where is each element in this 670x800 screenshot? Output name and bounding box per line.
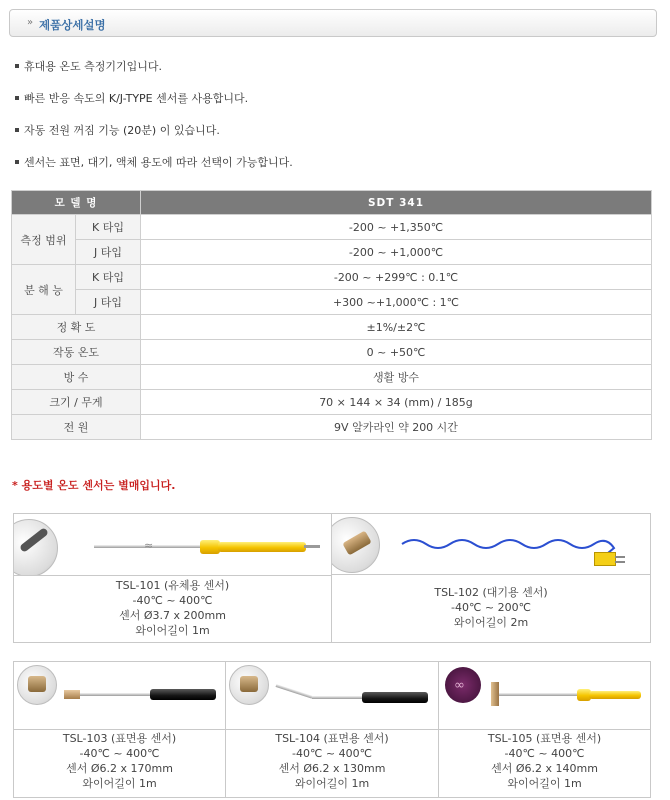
tsl-105-wire: 와이어길이 1m: [507, 777, 582, 790]
tsl-102-name: TSL-102 (대기용 센서): [434, 586, 548, 599]
tsl-101-range: -40℃ ~ 400℃: [132, 594, 213, 607]
power-label: 전 원: [12, 415, 141, 440]
tsl-104-image: [226, 662, 439, 730]
operating-temp-label: 작동 온도: [12, 340, 141, 365]
feature-bullet: 센서는 표면, 대기, 액체 용도에 따라 선택이 가능합니다.: [15, 154, 293, 170]
spec-row: [12, 265, 652, 290]
tsl-103-range: -40℃ ~ 400℃: [79, 747, 160, 760]
black-handle: [150, 689, 216, 700]
resolution-label: 분 해 능: [12, 265, 76, 315]
range-j-value: -200 ~ +1,000℃: [141, 240, 652, 265]
sold-separately-notice: * 용도별 온도 센서는 별매입니다.: [12, 479, 176, 492]
tsl-105-caption-cell: [439, 730, 651, 798]
tsl-105-name: TSL-105 (표면용 센서): [487, 732, 602, 745]
j-type-label: J 타입: [76, 290, 141, 315]
tsl-103-caption: [14, 730, 225, 791]
handle-grip: [200, 540, 220, 554]
probe-rod: [312, 696, 364, 699]
sensor-grid-top: [13, 513, 651, 643]
accuracy-label: 정 확 도: [12, 315, 141, 340]
t-probe-head: [491, 682, 499, 706]
spec-row: [12, 240, 652, 265]
size-weight-value: 70 × 144 × 34 (mm) / 185g: [141, 390, 652, 415]
tsl-103-image: [14, 662, 226, 730]
range-k-value: -200 ~ +1,350℃: [141, 215, 652, 240]
tsl-105-size: 센서 Ø6.2 x 140mm: [491, 762, 598, 775]
resolution-j-value: +300 ~+1,000℃ : 1℃: [141, 290, 652, 315]
handle-cap: [304, 545, 320, 548]
size-weight-label: 크기 / 무게: [12, 390, 141, 415]
waterproof-label: 방 수: [12, 365, 141, 390]
blue-wire-icon: [392, 524, 632, 574]
probe-face-icon: [240, 676, 258, 692]
waterproof-value: 생활 방수: [141, 365, 652, 390]
tsl-102-cell: [332, 514, 651, 643]
bullet-icon: [15, 128, 19, 132]
tsl-103-size: 센서 Ø6.2 x 170mm: [66, 762, 173, 775]
probe-face-icon: [28, 676, 46, 692]
connector-plug-icon: [594, 552, 616, 566]
k-type-label: K 타입: [76, 215, 141, 240]
tsl-101-caption-cell: [14, 576, 332, 643]
bent-probe-rod: [276, 684, 313, 699]
chevron-right-icon: »: [27, 17, 34, 28]
spec-row: [12, 290, 652, 315]
tsl-101-wire: 와이어길이 1m: [135, 624, 210, 637]
spec-table: [11, 190, 652, 440]
feature-bullet: 휴대용 온도 측정기기입니다.: [15, 58, 162, 74]
tsl-104-size: 센서 Ø6.2 x 130mm: [278, 762, 386, 775]
operating-temp-value: 0 ~ +50℃: [141, 340, 652, 365]
tsl-105-image: [439, 662, 651, 730]
tsl-102-wire: 와이어길이 2m: [453, 616, 529, 629]
tsl-102-caption: [332, 575, 650, 630]
tsl-104-name: TSL-104 (표면용 센서): [275, 732, 389, 745]
connector-pin: [615, 556, 625, 558]
tsl-101-name: TSL-101 (유체용 센서): [115, 579, 230, 592]
tsl-104-caption: [226, 730, 438, 791]
bullet-icon: [15, 96, 19, 100]
black-handle: [362, 692, 428, 703]
feature-bullet: 자동 전원 꺼짐 기능 (20분) 이 있습니다.: [15, 122, 220, 138]
tsl-102-range: -40℃ ~ 200℃: [451, 601, 531, 614]
spec-row: [12, 315, 652, 340]
model-label: 모 델 명: [12, 191, 141, 215]
sensor-grid-bottom: [13, 661, 651, 798]
spec-head-row: [12, 191, 652, 215]
probe-rod: [80, 693, 152, 696]
section-title: 제품상세설명: [39, 18, 106, 32]
model-value: SDT 341: [141, 191, 652, 215]
spec-row: [12, 340, 652, 365]
probe-rod: [499, 693, 579, 696]
tsl-105-range: -40℃ ~ 400℃: [504, 747, 585, 760]
tsl-104-wire: 와이어길이 1m: [294, 777, 370, 790]
tsl-105-caption: [439, 730, 650, 791]
bullet-icon: [15, 160, 19, 164]
rod-break-icon: ≈: [144, 539, 154, 552]
range-label: 측정 범위: [12, 215, 76, 265]
spec-row: [12, 390, 652, 415]
resolution-k-value: -200 ~ +299℃ : 0.1℃: [141, 265, 652, 290]
tsl-103-name: TSL-103 (표면용 센서): [62, 732, 177, 745]
section-header: [9, 9, 657, 37]
tsl-104-caption-cell: [226, 730, 439, 798]
feature-bullet: 빠른 반응 속도의 K/J-TYPE 센서를 사용합니다.: [15, 90, 248, 106]
k-type-label: K 타입: [76, 265, 141, 290]
coil-icon: ∞: [454, 678, 465, 693]
tsl-103-caption-cell: [14, 730, 226, 798]
spec-row: [12, 215, 652, 240]
tsl-101-image: [14, 514, 332, 576]
tsl-103-wire: 와이어길이 1m: [82, 777, 157, 790]
power-value: 9V 알카라인 약 200 시간: [141, 415, 652, 440]
j-type-label: J 타입: [76, 240, 141, 265]
tsl-101-size: 센서 Ø3.7 x 200mm: [119, 609, 226, 622]
bullet-icon: [15, 64, 19, 68]
tsl-104-range: -40℃ ~ 400℃: [292, 747, 372, 760]
accuracy-value: ±1%/±2℃: [141, 315, 652, 340]
spec-row: [12, 415, 652, 440]
spec-row: [12, 365, 652, 390]
yellow-handle: [589, 691, 641, 699]
connector-pin: [615, 561, 625, 563]
probe-tip: [64, 690, 80, 699]
tsl-101-caption: [14, 576, 331, 638]
yellow-handle: [218, 542, 306, 552]
